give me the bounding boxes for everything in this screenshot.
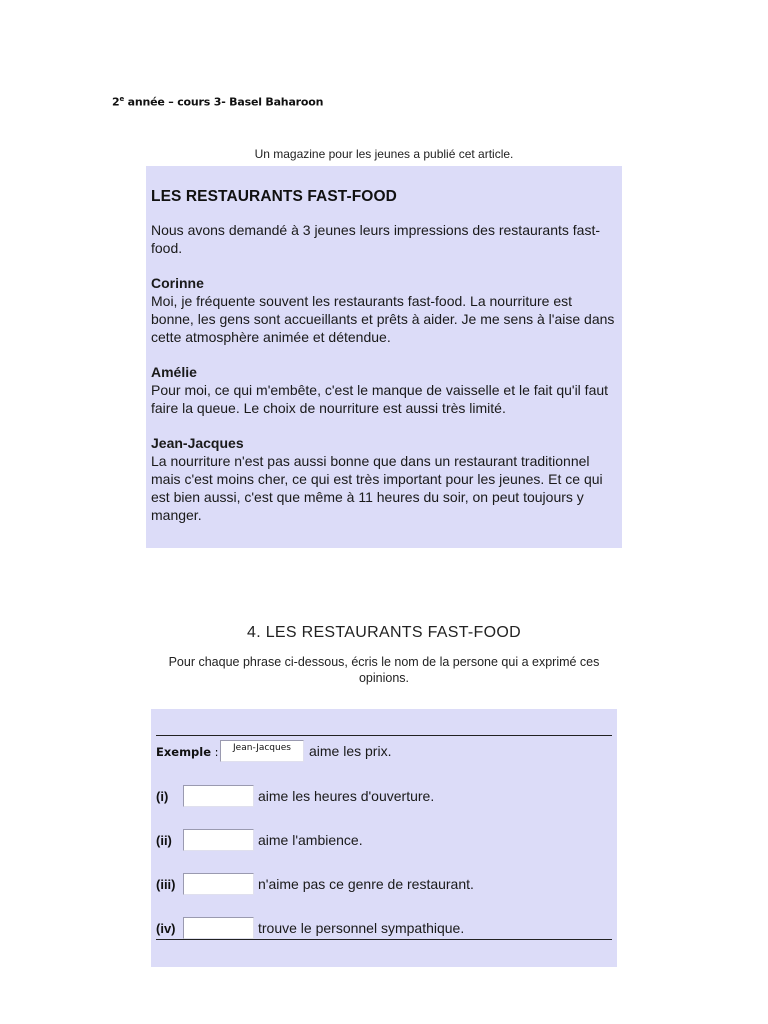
example-answer-field[interactable]: Jean-Jacques — [220, 740, 304, 762]
exercise-bottom-rule — [156, 939, 612, 940]
person-name-jean-jacques: Jean-Jacques — [151, 435, 244, 451]
example-row — [156, 736, 616, 762]
item-row-iv — [156, 913, 616, 939]
item-label-ii: (ii) — [156, 833, 172, 848]
person-name-corinne: Corinne — [151, 275, 204, 291]
exercise-title: 4. LES RESTAURANTS FAST-FOOD — [247, 624, 521, 641]
person-text-corinne: Moi, je fréquente souvent les restaurants fast-food. La nourriture est bonne, les gens sont accueillants et prêts à aider. Je me sens à l'aise dans cette atmosphère animée et détendue. — [151, 293, 615, 345]
header-level-number: 2 — [112, 95, 120, 109]
item-label-iv: (iv) — [156, 921, 176, 936]
answer-field-i[interactable] — [183, 785, 254, 807]
article-intro: Un magazine pour les jeunes a publié cet article. — [254, 147, 514, 161]
exercise-instruction: Pour chaque phrase ci-dessous, écris le nom de la persone qui a exprimé ces opinions. — [168, 655, 600, 685]
answer-field-ii[interactable] — [183, 829, 254, 851]
person-name-amelie: Amélie — [151, 364, 197, 380]
article-title: LES RESTAURANTS FAST-FOOD — [151, 188, 397, 205]
exercise-box — [151, 709, 617, 967]
item-row-i — [156, 781, 616, 807]
item-label-i: (i) — [156, 789, 169, 804]
statement-iv: trouve le personnel sympathique. — [258, 920, 465, 936]
person-text-amelie: Pour moi, ce qui m'embête, c'est le manque de vaisselle et le fait qu'il faut faire la queue. Le choix de nourriture est aussi très limité. — [151, 382, 609, 416]
answer-field-iv[interactable] — [183, 917, 254, 939]
item-label-iii: (iii) — [156, 877, 176, 892]
item-row-iii — [156, 869, 616, 895]
document-header — [112, 95, 323, 109]
item-row-ii — [156, 825, 616, 851]
example-label: Exemple : — [156, 745, 219, 759]
statement-iii: n'aime pas ce genre de restaurant. — [258, 876, 474, 892]
header-level-superscript: e — [119, 95, 125, 103]
statement-i: aime les heures d'ouverture. — [258, 788, 435, 804]
example-statement: aime les prix. — [309, 743, 392, 759]
answer-field-iii[interactable] — [183, 873, 254, 895]
article-box — [146, 166, 622, 548]
article-lead: Nous avons demandé à 3 jeunes leurs impressions des restaurants fast-food. — [151, 222, 601, 256]
statement-ii: aime l'ambience. — [258, 832, 363, 848]
header-course-author: année – cours 3- Basel Baharoon — [124, 95, 324, 109]
person-text-jean-jacques: La nourriture n'est pas aussi bonne que dans un restaurant traditionnel mais c'est moins cher, ce qui est très important pour les jeunes. Et ce qui est bien aussi, c'est que même à 11 heures du soir, on peut toujours y manger. — [151, 453, 603, 523]
